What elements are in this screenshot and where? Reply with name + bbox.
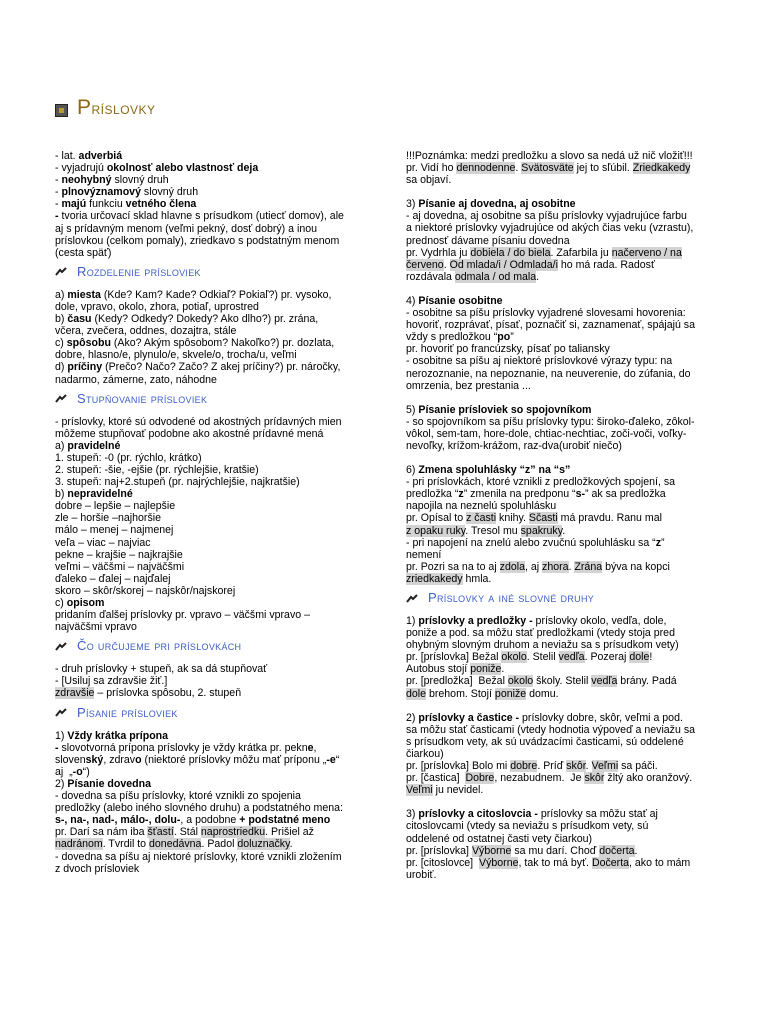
text-line: pr. Pozri sa na to aj zdola, aj zhora. Zrána býva na kopci (406, 560, 670, 573)
text-line: dobre – lepšie – najlepšie (55, 500, 176, 513)
text-line: omrzenia, bez prestania ... (406, 379, 531, 392)
text-line: 6) Zmena spoluhlásky “z” na “s” (406, 464, 571, 477)
text-line: čiarkou) (406, 747, 444, 760)
text-line: predložka “z” zmenila na predponu “s-” ak sa predložka (406, 488, 666, 501)
section-heading (406, 589, 718, 607)
text-line: pr. Vidí ho dennodenne. Svätosväte jej to sľúbil. Zriedkakedy (406, 162, 691, 175)
text-line: skoro – skôr/skorej – najskôr/najskorej (55, 584, 236, 597)
text-line: zle – horšie –najhoršie (55, 512, 161, 525)
text-line: d) príčiny (Prečo? Načo? Začo? Z akej príčiny?) pr. náročky, (55, 361, 341, 374)
text-line: (cesta späť) (55, 246, 112, 259)
text-line: - tvoria určovací sklad hlavne s prísudkom (utiecť domov), ale (55, 210, 344, 223)
text-line: pridaním ďalšej príslovky pr. vpravo – väčšmi vpravo – (55, 609, 310, 622)
spacer (406, 283, 718, 295)
text-line: citoslovcami (vtedy sa neviažu s prísudkom vety, sú (406, 820, 649, 833)
text-line: nemení (406, 548, 442, 561)
text-line: 4) Písanie osobitne (406, 294, 503, 307)
text-line: pr. hovoriť po francúzsky, písať po taliansky (406, 343, 610, 356)
text-line: nadarmo, zámerne, zato, náhodne (55, 373, 217, 386)
text-line: málo – menej – najmenej (55, 524, 174, 537)
text-line: pekne – krajšie – najkrajšie (55, 548, 183, 561)
section-body (55, 416, 373, 634)
rule-block (406, 712, 718, 797)
title-rest: ríslovky (91, 99, 156, 118)
text-line: - neohybný slovný druh (55, 174, 169, 187)
text-line: 3) Písanie aj dovedna, aj osobitne (406, 198, 576, 211)
title-row (55, 96, 156, 120)
text-line: 2. stupeň: -šie, -ejšie (pr. rýchlejšie, kratšie) (55, 463, 259, 476)
section-heading (55, 637, 373, 655)
text-line: - [Usiluj sa zdravšie žiť.] (55, 675, 168, 688)
text-line: môžeme stupňovať podobne ako akostné prídavné mená (55, 427, 324, 440)
text-line: veľa – viac – najviac (55, 536, 151, 549)
text-line: - lat. adverbiá (55, 150, 123, 162)
text-line: pr. [príslovka] Bežal okolo. Stelil vedľa. Pozeraj dole! (406, 651, 653, 664)
text-line: - dovedna sa píšu aj niektoré príslovky, ktoré vznikli zložením (55, 850, 342, 863)
rule-block (406, 404, 718, 452)
text-line: červeno. Od mlada/i / Odmlada/i ho má rada. Radosť (406, 258, 655, 271)
leaf-bullet-icon (55, 394, 67, 403)
text-line: aj „-o“) (55, 765, 90, 778)
text-line: 1. stupeň: -0 (pr. rýchlo, krátko) (55, 451, 202, 464)
text-line: - plnovýznamový slovný druh (55, 186, 199, 199)
text-line: nadránom. Tvrdil to donedávna. Padol doluznačky. (55, 838, 293, 851)
spacer (406, 392, 718, 404)
text-line: pr. Vydrhla ju dobiela / do biela. Zafarbila ju načerveno / na (406, 246, 682, 259)
text-line: veľmi – väčšmi – najväčšmi (55, 560, 185, 573)
text-line: a niektoré príslovky vyjadrujúce od akých čias veku (vzrastu), (406, 222, 694, 235)
text-line: prednosť dávame písaniu dovedna (406, 234, 570, 247)
text-line: dobre, hlasno/e, plynulo/e, skvele/o, trocha/u, veľmi (55, 349, 297, 362)
text-line: - osobitne sa píšu aj niektoré príslovkové výrazy typu: na (406, 355, 673, 368)
text-line: - pri príslovkách, ktoré vznikli z predložkových spojení, sa (406, 476, 676, 489)
text-line: zdravšie – príslovka spôsobu, 2. stupeň (55, 687, 242, 700)
text-line: 2) Písanie dovedna (55, 777, 151, 790)
text-line: aj s prídavným menom (veľmi pekný, dosť dobrý) a inou (55, 222, 318, 235)
text-line: - osobitne sa píšu príslovky vyjadrené slovesami hovorenia: (406, 307, 686, 320)
text-line: 1) príslovky a predložky - príslovky okolo, vedľa, dole, (406, 615, 667, 627)
intro-block (55, 150, 373, 259)
text-line: zriedkakedy hmla. (406, 572, 492, 585)
leaf-bullet-icon (55, 708, 67, 717)
text-line: rozdávala odmala / od mala. (406, 270, 540, 283)
text-line: nevoľky, krížom-krážom, raz-dva(urobiť niečo) (406, 439, 622, 452)
text-line: pr. [častica] Dobre, nezabudnem. Je skôr žltý ako oranžový. (406, 772, 693, 785)
text-line: - vyjadrujú okolnosť alebo vlastnosť deja (55, 162, 259, 175)
rule-block (406, 808, 718, 881)
text-line: dole, vpravo, okolo, zhora, potiaľ, uprostred (55, 300, 259, 313)
spacer (406, 452, 718, 464)
text-line: b) nepravidelné (55, 488, 133, 501)
text-line: - so spojovníkom sa píšu príslovky typu: široko-ďaleko, zôkol- (406, 415, 695, 428)
text-line: vždy s predložkou “po” (406, 331, 514, 344)
text-line: b) času (Kedy? Odkedy? Dokedy? Ako dlho?) pr. zrána, (55, 313, 319, 326)
text-line: predložky (alebo iného slovného druhu) a podstatného mena: (55, 802, 343, 815)
text-line: sa objaví. (406, 174, 452, 187)
text-line: príslovkou (celkom pomaly), zriedkavo s podstatným menom (55, 234, 340, 247)
leaf-bullet-icon (55, 642, 67, 651)
spacer (406, 700, 718, 712)
text-line: 5) Písanie prísloviek so spojovníkom (406, 403, 592, 416)
text-line: napojila na neznelú spoluhlásku (406, 500, 557, 513)
text-line: najväčšmi vpravo (55, 621, 137, 634)
rule-block (406, 295, 718, 392)
text-line: - aj dovedna, aj osobitne sa píšu príslovky vyjadrujúce farbu (406, 210, 687, 223)
text-line: c) spôsobu (Ako? Akým spôsobom? Nakoľko?) pr. dozlata, (55, 337, 335, 350)
text-line: 3) príslovky a citoslovcia - príslovky sa môžu stať aj (406, 808, 658, 821)
section-heading (55, 390, 373, 408)
leaf-bullet-icon (406, 594, 418, 603)
text-line: pr. Darí sa nám iba šťastí. Stál naprostriedku. Prišiel až (55, 826, 314, 839)
text-line: pr. [citoslovce] Výborne, tak to má byť. Dočerta, ako to mám (406, 856, 691, 869)
text-line: poniže a pod. sa môžu stať predložkami (vtedy stoja pred (406, 627, 675, 640)
text-line: s-, na-, nad-, málo-, dolu-, a podobne + podstatné meno (55, 814, 331, 827)
text-line: pr. [príslovka] Bolo mi dobre. Príď skôr. Veľmi sa páči. (406, 760, 658, 773)
note-block (406, 150, 718, 186)
text-line: z dvoch prísloviek (55, 862, 140, 875)
text-line: Veľmi ju nevidel. (406, 784, 484, 797)
rule-block (406, 464, 718, 585)
leaf-bullet-icon (55, 267, 67, 276)
text-line: 2) príslovky a častice - príslovky dobre, skôr, veľmi a pod. (406, 711, 683, 724)
text-line: dole brehom. Stojí poniže domu. (406, 687, 559, 700)
rule-block (406, 198, 718, 283)
heading-text: Čo určujeme pri príslovkách (77, 638, 242, 654)
text-line: a) pravidelné (55, 439, 121, 452)
text-line: - slovotvorná prípona príslovky je vždy krátka pr. pekne, (55, 741, 317, 754)
text-line: pr. [predložka] Bežal okolo školy. Stelil vedľa brány. Padá (406, 675, 677, 688)
text-line: - druh príslovky + stupeň, ak sa dá stupňovať (55, 663, 268, 676)
heading-text: Stupňovanie prísloviek (77, 390, 208, 406)
spacer (406, 796, 718, 808)
text-line: - dovedna sa píšu príslovky, ktoré vznikli zo spojenia (55, 790, 301, 803)
text-line: - pri napojení na znelú alebo zvučnú spoluhlásku sa “z” (406, 536, 665, 549)
text-line: a) miesta (Kde? Kam? Kade? Odkiaľ? Pokiaľ?) pr. vysoko, (55, 288, 332, 301)
text-line: oddelené od ostatnej časti vety čiarkou) (406, 832, 593, 845)
text-line: 1) Vždy krátka prípona (55, 729, 169, 742)
heading-text: Rozdelenie prísloviek (77, 263, 201, 279)
title-initial: P (77, 96, 92, 119)
text-line: Autobus stojí poniže. (406, 663, 505, 676)
rule-block (406, 615, 718, 700)
text-line: s prísudkom vety, ak sú uvádzacími časticami, sú oddelené (406, 735, 684, 748)
text-line: pr. [príslovka] Výborne sa mu darí. Choď dočerta. (406, 844, 638, 857)
text-line: - príslovky, ktoré sú odvodené od akostných prídavných mien (55, 415, 342, 428)
text-line: z opaku ruky. Tresol mu spakruky. (406, 524, 566, 537)
text-line: ohybným slovným druhom a neviažu sa s prísudkom vety) (406, 639, 679, 652)
heading-text: Príslovky a iné slovné druhy (428, 589, 595, 605)
section-body (55, 289, 373, 386)
left-column (55, 150, 373, 875)
text-line: slovenský, zdravo (niektoré príslovky môžu mať príponu „-e“ (55, 753, 340, 766)
text-line: ďaleko – ďalej – najďalej (55, 572, 171, 585)
section-heading (55, 704, 373, 722)
text-line: včera, zvečera, oddnes, dozajtra, stále (55, 325, 237, 338)
square-bullet-icon (55, 104, 68, 117)
page-title (77, 96, 156, 120)
text-line: pr. Opísal to z časti knihy. Sčasti má pravdu. Ranu mal (406, 512, 662, 525)
text-line: urobiť. (406, 868, 437, 881)
text-line: c) opisom (55, 597, 105, 609)
text-line: nerozoznanie, na nepoznanie, na neuverenie, do zúfania, do (406, 367, 691, 380)
right-column (406, 150, 718, 881)
text-line: vôkol, sem-tam, hore-dole, chtiac-nechtiac, zoči-voči, voľky- (406, 427, 687, 440)
section-body (55, 730, 373, 875)
text-line: sa môžu stať časticami (vtedy hodnotia výpoveď a neviažu sa (406, 723, 696, 736)
text-line: hovoriť, rozprávať, písať, poznačiť si, zaznamenať, spájajú sa (406, 319, 695, 332)
section-body (55, 663, 373, 699)
heading-text: Písanie prísloviek (77, 704, 178, 720)
text-line: 3. stupeň: naj+2.stupeň (pr. najrýchlejšie, najkratšie) (55, 476, 300, 489)
spacer (406, 186, 718, 198)
text-line: !!!Poznámka: medzi predložku a slovo sa nedá už nič vložiť!!! (406, 150, 693, 162)
text-line: - majú funkciu vetného člena (55, 198, 197, 211)
section-heading (55, 263, 373, 281)
